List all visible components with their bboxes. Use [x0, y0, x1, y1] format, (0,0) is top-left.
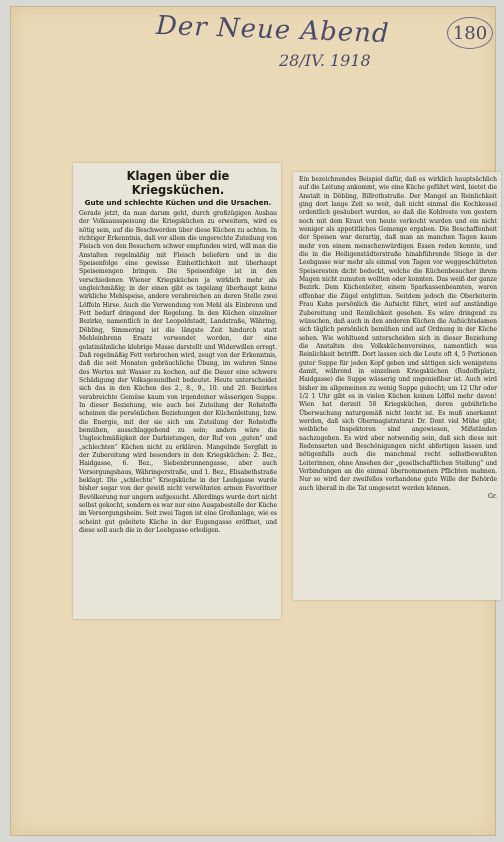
article-column-2-text: Ein bezeichnendes Beispiel dafür, daß es wirklich hauptsächlich auf die Leitung ankommt, wie eine Küche geführt wird, bietet die Anstalt in Döbling, Billrothstraße. Der Mangel an Reinlichkeit ging dort lange Zeit so weit, daß nicht einmal die Kochkessel ordentlich gesäubert wurden, so daß die Kohlreste von gestern noch mit dem Kraut von heute verkocht wurden und ein nicht weniger als appetitliches Gemenge ergaben. Die Beschaffenheit der Speisen war derartig, daß man an manchen Tagen kaum mehr von einem menschenwürdigen Essen reden konnte, und die in die Heiligenstädterstraße hinabführende Stiege in der Leebgasse war mehr als einmal von Tagen vor weggeschütteten Speiseresten dicht bedeckt, welche die Küchenbesucher ihrem Magen nicht zumuten wollten oder konnten. Das weiß der ganze Bezirk. Dem Küchenleiter, einem Sparkassenbeamten, waren offenbar die Zügel entglitten. Seitdem jedoch die Oberleiterin Frau Kuhn persönlich die Aufsicht führt, wird auf anständige Zubereitung und Reinlichkeit gesehen. Es wäre dringend zu wünschen, daß auch in den anderen Küchen die Aufsichtsdamen sich täglich persönlich bemühen und auf Ordnung in der Küche sehen. Wie wohltuend unterscheiden sich in dieser Beziehung die Anstalten des Volksküchenvereines, namentlich was Reinlichkeit betrifft. Dort lassen sich die Leute oft 4, 5 Portionen guter Suppe für jeden Kopf geben und sättigen sich wenigstens damit, während in einzelnen Kriegsküchen (Rudolfsplatz, Haidgasse) die Suppe wässerig und ungenießbar ist. Auch wird bisher im allgemeinen zu wenig Suppe gekocht; um 12 Uhr oder 1/2 1 Uhr gibt es in vielen Küchen keinen Löffel mehr davon! Wien hat derzeit 58 Kriegsküchen, deren gebührliche Überwachung naturgemäß nicht leicht ist. Es muß anerkannt werden, daß sich Obermagistratsrat Dr. Dont viel Mühe gibt; weibliche Inspektoren sind angewiesen, Mißständen nachzugehen. Es wird aber notwendig sein, daß sich diese mit Redensarten und Beschönigungen nicht abfertigen lassen und nötigenfalls auch die manchmal recht selbstbewußten Leiterinnen, ohne Ansehen der „gesellschaftlichen Stellung“ und Verbindungen an die einmal übernommenen Pflichten mahnen. Nur so wird der zweifellos vorhandene gute Wille der Behörde auch überall in die Tat umgesetzt werden können.: [299, 176, 497, 492]
article-column-1-text: Gerade jetzt, da man darum geht, durch großzügigen Ausbau der Volksausspeisung die Kriegsküchen zu erweitern, wird es nötig sein, auf die Beschwerden über diese Küchen zu achten. In richtiger Erkenntnis, daß vor allem die ungerechte Zuteilung von Fleisch von den Besuchern schwer empfunden wird, will man die Anstalten regelmäßig mit Fleisch beliefern und in die Speisenfolge eine gewisse Einheitlichkeit mit überhaupt Speisemengen bringen. Die Speisenfolge ist in den verschiedenen Wiener Kriegsküchen ja wirklich mehr als ungleichmäßig; in der einen gibt es tagelang überhaupt keine wirkliche Mehlspeise, andere verabreichen an deren Stelle zwei Löffeln Hirse. Auch die Verwendung von Mehl als Einbrenn und Fett bedarf dringend der Regelung. In den Küchen einzelner Bezirke, namentlich in der Leopoldstadt, Landstraße, Währing, Döbling, Simmering ist die längste Zeit hindurch statt Mehleinbrenn Ersatz verwendet worden, der eine gelatinähnliche klebrige Masse darstellt und Widerwillen erregt. Daß regelmäßig Fett verbrochen wird, zeugt von der Erkenntnis, daß die seit Monaten gebräuchliche Übung, im wahren Sinne des Wortes mit Wasser zu kochen, auf die Dauer eine schwere Schädigung der Volksgesundheit bedeutet. Heute unterscheidet sich das in den Küchen des 2., 8., 9., 10. und 20. Bezirkes verabreichte Gemüse kaum von irgendeiner wässerigen Suppe. In dieser Beziehung, wie auch bei Zuteilung der Rohstoffe scheinen die persönlichen Beziehungen der Küchenleitung, bzw. die Energie, mit der sie sich um Zuteilung der Rohstoffe bemühen, ausschlaggebend zu sein; anders wäre die Ungleichmäßigkeit der Darbietungen, der Ruf von „guten“ und „schlechten“ Küchen nicht zu erklären. Mangelnde Sorgfalt in der Zubereitung wird besonders in den Kriegsküchen: 2. Bez., Haidgasse, 6. Bez., Siebenbrunnengasse, aber auch Versorgungshaus, Währingerstraße, und 1. Bez., Elisabethstraße beklagt. Die „schlechte“ Kriegsküche in der Leebgasse wurde bisher sogar von der gewiß nicht verwöhnten armen Favoritner Bevölkerung nur ungern aufgesucht. Allerdings wurde dort nicht selbst gekocht, sondern es war nur eine Ausgabestelle der Küche im Versorgungsheim. Seit zwei Tagen ist eine Großanlage, wie es scheint gut geleitete Küche in der Eugengasse eröffnet, und diese soll auch die in der Leebgasse erledigen.: [79, 210, 277, 535]
handwritten-newspaper-name: Der Neue Abend: [155, 10, 391, 50]
clipping-left-column: [73, 163, 281, 619]
handwritten-date: 28/IV. 1918: [279, 51, 371, 70]
article-subheadline: Gute und schlechte Küchen und die Ursachen.: [84, 198, 272, 207]
article-headline: Klagen über die Kriegsküchen.: [126, 168, 230, 197]
archive-page: [10, 6, 496, 836]
handwritten-archive-number: 180: [447, 17, 493, 49]
article-signature: Gr.: [488, 493, 497, 501]
clipping-right-column: [293, 172, 501, 600]
